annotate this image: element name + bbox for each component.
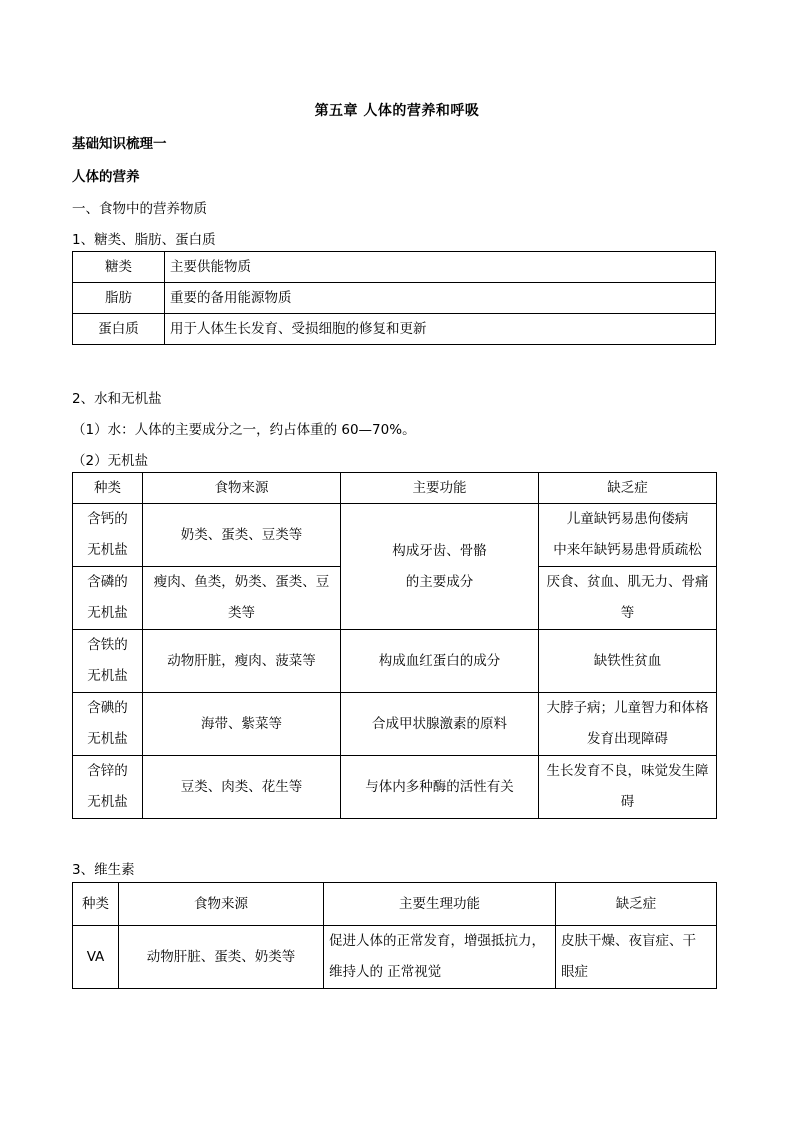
table-row <box>73 630 717 693</box>
table-header-row <box>73 883 717 926</box>
page-title: 第五章 人体的营养和呼吸 <box>314 103 480 119</box>
table-cell: 海带、紫菜等 <box>143 693 341 756</box>
table-cell: 厌食、贫血、肌无力、骨痛 等 <box>539 567 717 630</box>
subsection-water-minerals: 2、水和无机盐 <box>72 391 162 407</box>
table-row <box>73 926 717 989</box>
minerals-table <box>72 472 717 819</box>
water-description: （1）水：人体的主要成分之一，约占体重的 60—70%。 <box>72 422 416 438</box>
table-cell: 含磷的 无机盐 <box>73 567 143 630</box>
table-cell: 动物肝脏，瘦肉、菠菜等 <box>143 630 341 693</box>
table-cell: 动物肝脏、蛋类、奶类等 <box>119 926 324 989</box>
table-cell: 合成甲状腺激素的原料 <box>341 693 539 756</box>
table-cell: 含锌的 无机盐 <box>73 756 143 819</box>
table-cell: VA <box>73 926 119 989</box>
heading-basic-knowledge: 基础知识梳理一 <box>72 136 167 152</box>
table-cell: 皮肤干燥、夜盲症、干 眼症 <box>556 926 717 989</box>
table-row <box>73 756 717 819</box>
table-cell: 生长发育不良，味觉发生障 碍 <box>539 756 717 819</box>
column-header: 种类 <box>73 883 119 926</box>
vitamins-table <box>72 882 717 989</box>
table-cell: 缺铁性贫血 <box>539 630 717 693</box>
table-cell: 重要的备用能源物质 <box>165 283 716 314</box>
table-cell: 含铁的 无机盐 <box>73 630 143 693</box>
column-header: 缺乏症 <box>539 473 717 504</box>
table-row <box>73 283 716 314</box>
table-cell: 豆类、肉类、花生等 <box>143 756 341 819</box>
column-header: 缺乏症 <box>556 883 717 926</box>
table-cell: 含碘的 无机盐 <box>73 693 143 756</box>
table-cell: 奶类、蛋类、豆类等 <box>143 504 341 567</box>
table-cell: 糖类 <box>73 252 165 283</box>
table-cell: 大脖子病；儿童智力和体格 发育出现障碍 <box>539 693 717 756</box>
table-cell: 用于人体生长发育、受损细胞的修复和更新 <box>165 314 716 345</box>
table-cell: 儿童缺钙易患佝偻病 中来年缺钙易患骨质疏松 <box>539 504 717 567</box>
subsection-vitamins: 3、维生素 <box>72 862 135 878</box>
section-nutrients: 一、食物中的营养物质 <box>72 201 207 217</box>
table-cell-merged-function: 构成牙齿、骨骼 的主要成分 <box>341 504 539 630</box>
table-cell: 含钙的 无机盐 <box>73 504 143 567</box>
table-cell: 构成血红蛋白的成分 <box>341 630 539 693</box>
column-header: 主要生理功能 <box>324 883 556 926</box>
table-header-row <box>73 473 717 504</box>
table-cell: 瘦肉、鱼类，奶类、蛋类、豆 类等 <box>143 567 341 630</box>
macronutrient-table <box>72 251 716 345</box>
table-row <box>73 693 717 756</box>
heading-human-nutrition: 人体的营养 <box>72 169 140 185</box>
table-cell: 促进人体的正常发育，增强抵抗力， 维持人的 正常视觉 <box>324 926 556 989</box>
table-cell: 与体内多种酶的活性有关 <box>341 756 539 819</box>
subsection-macronutrients: 1、糖类、脂肪、蛋白质 <box>72 232 216 248</box>
minerals-heading: （2）无机盐 <box>72 453 149 469</box>
table-cell: 蛋白质 <box>73 314 165 345</box>
column-header: 食物来源 <box>119 883 324 926</box>
column-header: 食物来源 <box>143 473 341 504</box>
column-header: 主要功能 <box>341 473 539 504</box>
table-cell: 脂肪 <box>73 283 165 314</box>
table-cell: 主要供能物质 <box>165 252 716 283</box>
column-header: 种类 <box>73 473 143 504</box>
table-row <box>73 252 716 283</box>
table-row <box>73 314 716 345</box>
table-row <box>73 504 717 567</box>
